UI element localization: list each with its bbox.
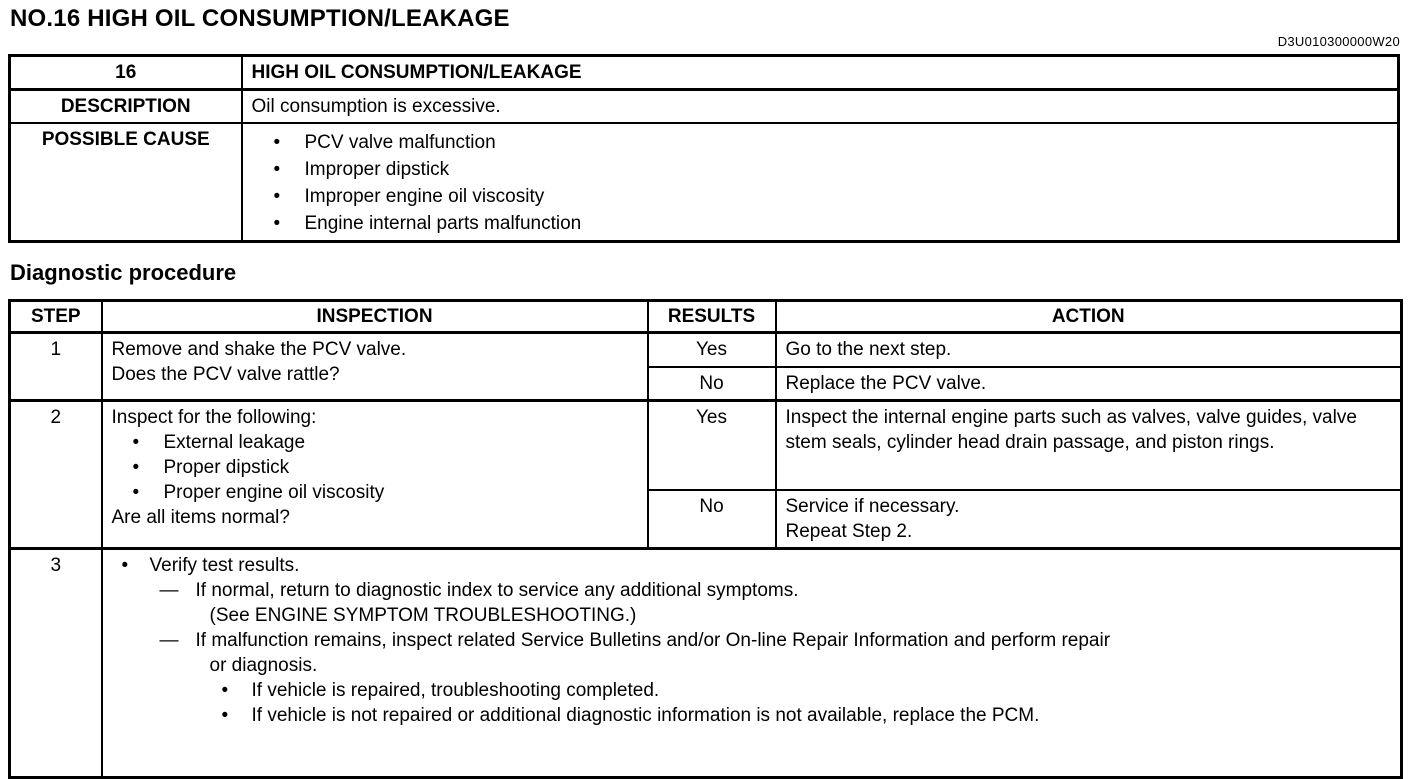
diagnostic-header-row (10, 301, 1402, 333)
bullet-icon: • (273, 186, 281, 207)
symptom-number-cell: 16 (10, 56, 242, 90)
list-item (112, 480, 638, 505)
step1-yes-action-cell: Go to the next step. (776, 333, 1402, 367)
if-malfunction-line (112, 628, 1392, 653)
if-normal-line (112, 578, 1392, 603)
line-text: Verify test results. (149, 555, 300, 576)
list-item (252, 156, 1389, 183)
possible-cause-row (10, 123, 1399, 242)
bullet-icon: • (121, 555, 129, 576)
section-heading: Diagnostic procedure (10, 260, 237, 285)
action-line: Service if necessary. (785, 496, 960, 517)
step2-yes-row (10, 400, 1402, 490)
list-item (252, 183, 1389, 210)
step1-no-action-cell: Replace the PCV valve. (776, 367, 1402, 401)
bullet-icon: • (273, 159, 281, 180)
bullet-icon: • (132, 456, 140, 478)
list-item-text: PCV valve malfunction (304, 132, 496, 153)
description-row (10, 90, 1399, 124)
line-text: If vehicle is repaired, troubleshooting completed. (251, 680, 660, 701)
list-item-text: Proper engine oil viscosity (163, 481, 385, 503)
step2-no-action-cell (776, 490, 1402, 549)
list-item (252, 129, 1389, 156)
bullet-icon: • (221, 705, 229, 726)
document-code: D3U010300000W20 (1277, 34, 1400, 49)
inspection-column-header: INSPECTION (102, 301, 648, 333)
bullet-icon: • (132, 481, 140, 503)
see-reference-line: (See ENGINE SYMPTOM TROUBLESHOOTING.) (209, 605, 637, 626)
list-item (112, 455, 638, 480)
description-label-cell: DESCRIPTION (10, 90, 242, 124)
dash-icon: — (159, 580, 179, 601)
step1-no-result-cell: No (648, 367, 776, 401)
step2-yes-result-cell: Yes (648, 400, 776, 490)
step1-inspection-cell (102, 333, 648, 401)
list-item-text: Improper engine oil viscosity (304, 186, 545, 207)
step2-inspection-cell (102, 400, 648, 549)
inspection-question: Are all items normal? (111, 506, 290, 528)
inspection-line: Does the PCV valve rattle? (111, 364, 340, 385)
symptom-title-cell: HIGH OIL CONSUMPTION/LEAKAGE (242, 56, 1399, 90)
step1-yes-row (10, 333, 1402, 367)
step3-content-cell (102, 549, 1402, 778)
line-text: If vehicle is not repaired or additional diagnostic information is not available, replace the PCM. (251, 705, 1040, 726)
step2-no-result-cell: No (648, 490, 776, 549)
list-item-text: Proper dipstick (163, 456, 290, 478)
bullet-icon: • (132, 431, 140, 453)
step2-yes-action-cell: Inspect the internal engine parts such as valves, valve guides, valve stem seals, cylinder head drain passage, and piston rings. (776, 400, 1402, 490)
symptom-summary-table (8, 54, 1400, 243)
results-column-header: RESULTS (648, 301, 776, 333)
action-line: Repeat Step 2. (785, 521, 913, 542)
list-item (252, 210, 1389, 237)
dash-icon: — (159, 630, 179, 651)
step3-number-cell: 3 (10, 549, 102, 778)
step2-number-cell: 2 (10, 400, 102, 549)
bullet-icon: • (273, 132, 281, 153)
line-text: If normal, return to diagnostic index to service any additional symptoms. (195, 580, 799, 601)
symptom-number-row (10, 56, 1399, 90)
possible-cause-label-cell: POSSIBLE CAUSE (10, 123, 242, 242)
list-item-text: Improper dipstick (304, 159, 450, 180)
possible-cause-list-cell (242, 123, 1399, 242)
vehicle-repaired-line (112, 678, 1392, 703)
diagnostic-procedure-table (8, 299, 1403, 779)
inspection-intro: Inspect for the following: (111, 406, 317, 428)
bullet-icon: • (221, 680, 229, 701)
verify-results-line (112, 553, 1392, 578)
line-text: If malfunction remains, inspect related Service Bulletins and/or On-line Repair Information and perform repair (195, 630, 1111, 651)
list-item-text: External leakage (163, 431, 306, 453)
action-column-header: ACTION (776, 301, 1402, 333)
page-title: NO.16 HIGH OIL CONSUMPTION/LEAKAGE (10, 5, 510, 32)
step3-row (10, 549, 1402, 778)
inspection-line: Remove and shake the PCV valve. (111, 339, 407, 360)
or-diagnosis-line: or diagnosis. (209, 655, 318, 676)
step1-number-cell: 1 (10, 333, 102, 401)
step-column-header: STEP (10, 301, 102, 333)
bullet-icon: • (273, 213, 281, 234)
vehicle-not-repaired-line (112, 703, 1392, 728)
list-item (112, 430, 638, 455)
description-value-cell: Oil consumption is excessive. (242, 90, 1399, 124)
step1-yes-result-cell: Yes (648, 333, 776, 367)
list-item-text: Engine internal parts malfunction (304, 213, 582, 234)
